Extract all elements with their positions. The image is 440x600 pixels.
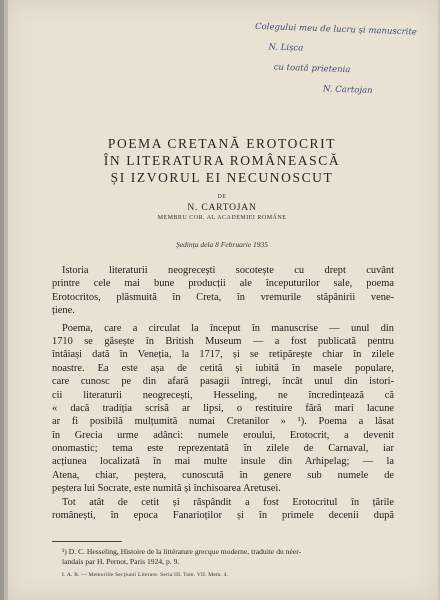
paragraph-line: Tot atât de cetit și răspândit a fost Erotocritul în țările <box>62 496 394 508</box>
paragraph-line: țiene. <box>52 305 75 317</box>
paragraph-line: peștera lui Socrate, este numită și închisoarea Aretusei. <box>52 483 281 495</box>
paragraph-line: cii literaturii neogrecești, Hesseling, ne încredințează că <box>52 389 394 401</box>
handwritten-dedication <box>253 17 436 103</box>
paragraph-line: noastre. Ea este așa de cetită și iubită în masele populare, <box>52 362 394 374</box>
footnote <box>62 547 394 567</box>
dedication-signature: N. Cartojan <box>322 84 373 97</box>
paragraph-line: românești, în epoca Fanarioților și în primele decenii după <box>52 510 394 522</box>
paragraph-line: 1710 se găsește în British Museum — a fost publicată pentru <box>52 335 394 347</box>
document-page <box>4 0 440 600</box>
publication-reference: I. A. R. — Memoriile Secțiunii Literare. Seria III. Tom. VII. Mem. 4. <box>62 572 229 578</box>
paragraph-line: acțiunea localizată în mai multe insule din Arhipelag; — la <box>52 456 394 468</box>
footnote-line: landais par H. Pernot, Paris 1924, p. 9. <box>62 557 180 566</box>
byline-de: DE <box>217 194 227 200</box>
paragraph-line: onomastic; tema este reprezentată în zilele de Carnaval, iar <box>52 443 394 455</box>
paragraph-line: Poema, care a circulat la început în manuscrise — unul din <box>62 322 394 334</box>
author-affiliation: MEMBRU COR. AL ACADEMIEI ROMÂNE <box>157 215 287 221</box>
title-line: ȘI IZVORUL EI NECUNOSCUT <box>110 170 334 185</box>
session-date: Ședința dela 8 Februarie 1935 <box>175 240 269 249</box>
paragraph-line: Erotocritos, plăsmuită în Creta, în vremurile stăpânirii vene- <box>52 291 394 303</box>
document-title <box>4 135 440 186</box>
paragraph-line: în Grecia urme adânci: numele eroului, Erotocrit, a devenit <box>52 429 394 441</box>
page-fold-edge <box>4 0 8 600</box>
footnote-line: ¹) D. C. Hesseling, Histoire de la littérature grecque moderne, traduite du néer- <box>62 547 302 556</box>
author-name: N. CARTOJAN <box>187 203 257 213</box>
dedication-line: Colegului meu de lucru și manuscrite <box>254 21 417 38</box>
paragraph-line: Atena, chiar, peștera, cunoscută în genere sub numele de <box>52 469 394 481</box>
paragraph-line: ar fi posibilă mulțumită numai Cretanilor » ¹). Poema a lăsat <box>52 416 394 428</box>
dedication-line: N. Lișca <box>268 42 304 54</box>
paragraph-line: printre cele mai bune producții ale începuturilor sale, poema <box>52 278 394 290</box>
title-line: POEMA CRETANĂ EROTOCRIT <box>107 136 337 151</box>
paragraph-line: « dacă tradiția scrisă ar lipsi, o restituire fără mari lacune <box>52 402 394 414</box>
paragraph-line: Istoria literaturii neogrecești socotește cu drept cuvânt <box>62 265 394 276</box>
dedication-line: cu toată prietenia <box>273 62 351 76</box>
paragraph-line: întâiași dată în Veneția, la 1717, și se retipărește chiar în zilele <box>52 349 394 361</box>
title-line: ÎN LITERATURA ROMÂNEASCĂ <box>103 153 341 168</box>
paragraph-line: care cunosc pe din afară pasagii întregi, încât unul din istori- <box>52 376 394 388</box>
footnote-divider <box>52 541 122 542</box>
body-text <box>52 264 394 522</box>
